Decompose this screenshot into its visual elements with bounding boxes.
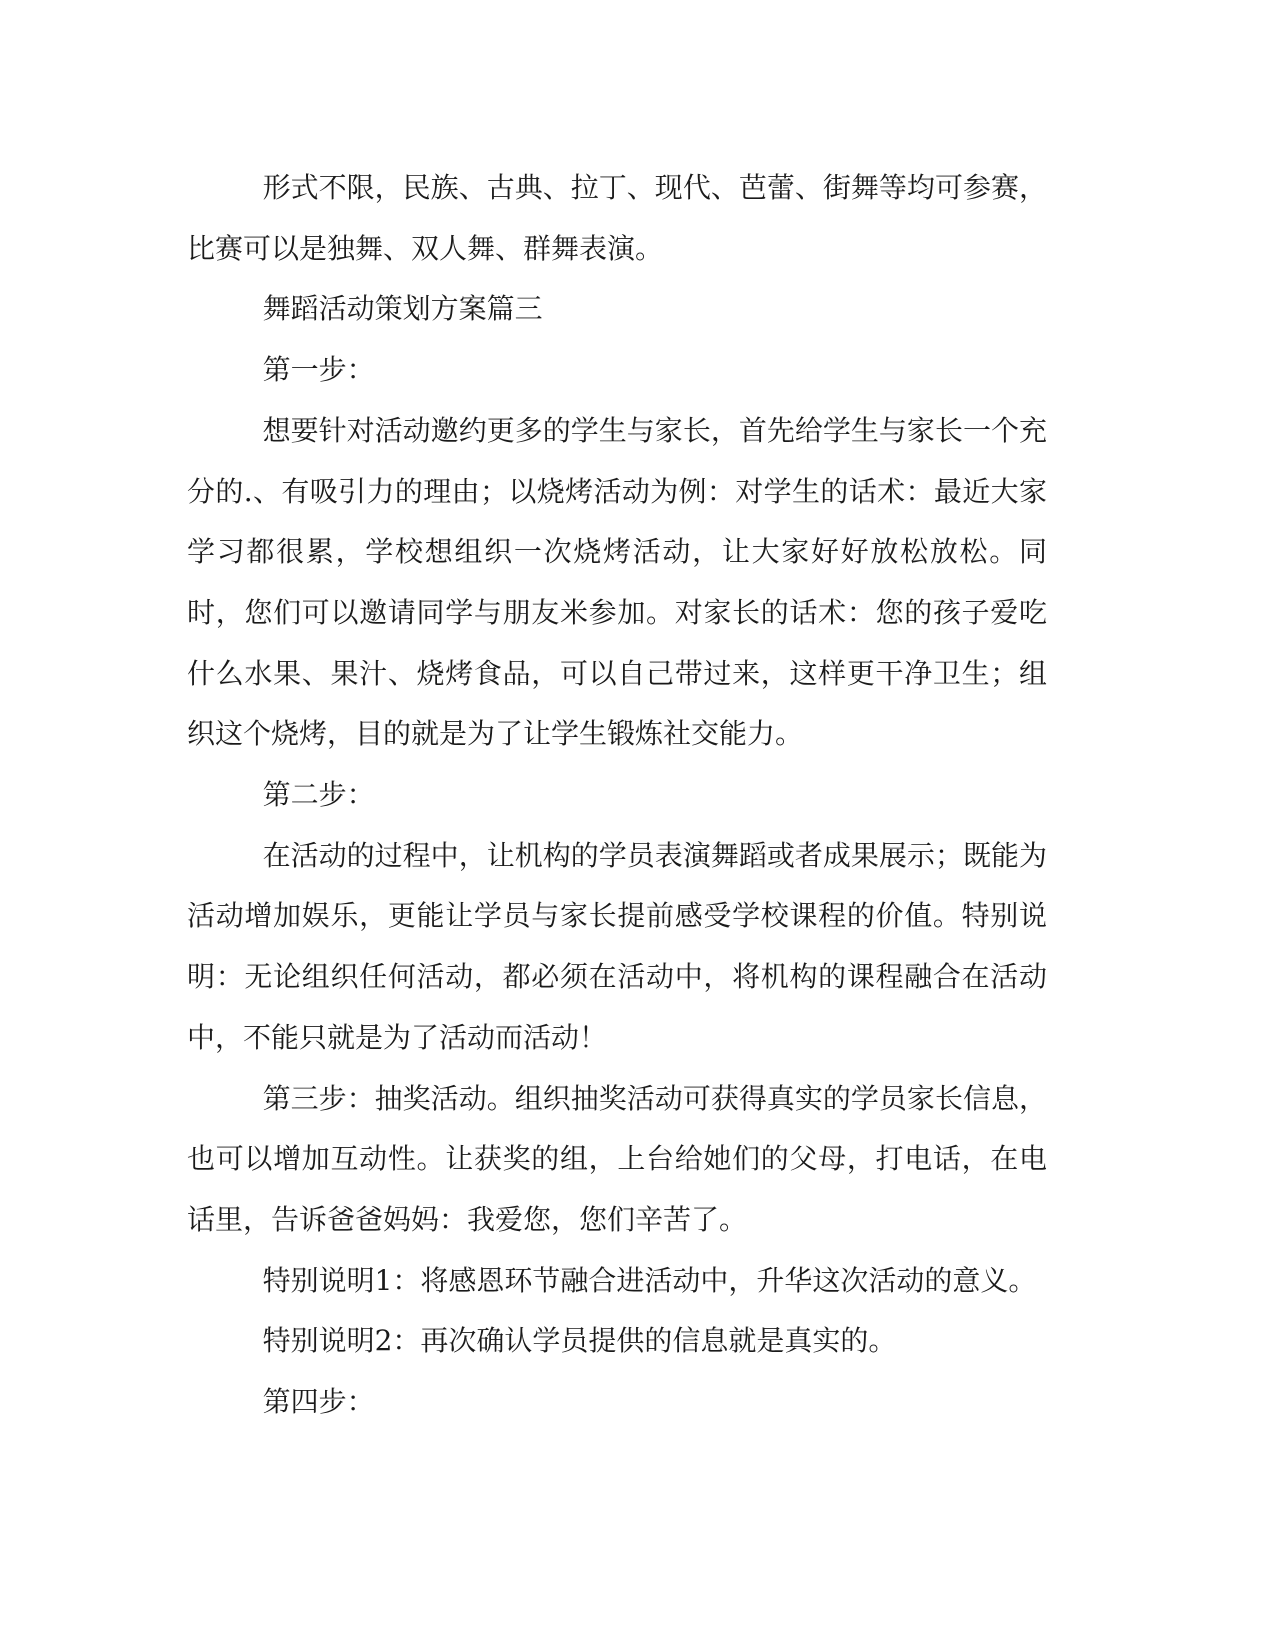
paragraph-dance-forms: 形式不限，民族、古典、拉丁、现代、芭蕾、街舞等均可参赛，比赛可以是独舞、双人舞、群舞表演。 xyxy=(187,171,1047,265)
paragraph-step-two: 在活动的过程中，让机构的学员表演舞蹈或者成果展示；既能为活动增加娱乐，更能让学员与家长提前感受学校课程的价值。特别说明：无论组织任何活动，都必须在活动中，将机构的课程融合在活动中，不能只就是为了活动而活动！ xyxy=(187,838,1047,1054)
paragraph-step-one: 想要针对活动邀约更多的学生与家长，首先给学生与家长一个充分的.、有吸引力的理由；以烧烤活动为例：对学生的话术：最近大家学习都很累，学校想组织一次烧烤活动，让大家好好放松放松。同时，您们可以邀请同学与朋友米参加。对家长的话术：您的孩子爱吃什么水果、果汁、烧烤食品，可以自己带过来，这样更干净卫生；组织这个烧烤，目的就是为了让学生锻炼社交能力。 xyxy=(187,413,1047,751)
special-note-2: 特别说明2：再次确认学员提供的信息就是真实的。 xyxy=(262,1324,897,1358)
paragraph-step-three: 第三步：抽奖活动。组织抽奖活动可获得真实的学员家长信息，也可以增加互动性。让获奖的组，上台给她们的父母，打电话，在电话里，告诉爸爸妈妈：我爱您，您们辛苦了。 xyxy=(187,1081,1047,1236)
document-body xyxy=(187,158,1047,1433)
step-four-heading: 第四步： xyxy=(262,1385,375,1419)
special-note-1: 特别说明1：将感恩环节融合进活动中，升华这次活动的意义。 xyxy=(262,1263,1037,1297)
step-one-heading: 第一步： xyxy=(262,353,375,387)
step-two-heading: 第二步： xyxy=(262,778,375,812)
section-heading: 舞蹈活动策划方案篇三 xyxy=(262,292,543,326)
